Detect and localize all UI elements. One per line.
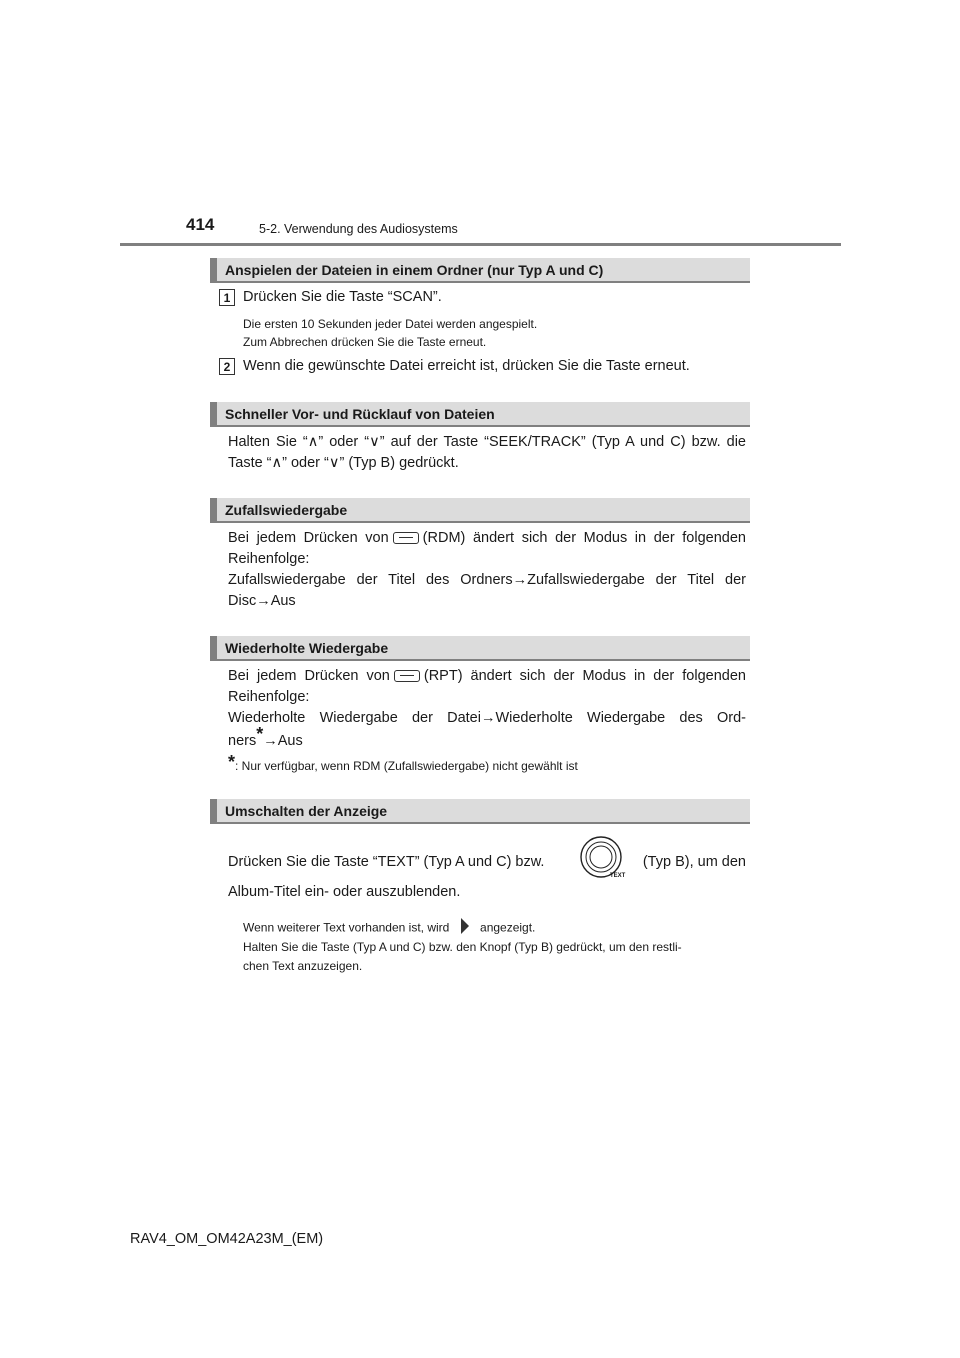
page-number: 414 bbox=[186, 215, 215, 234]
display-note-2: Halten Sie die Taste (Typ A und C) bzw. den Knopf (Typ B) gedrückt, um den restli- bbox=[243, 940, 682, 954]
random-text-a: Bei jedem Drücken von bbox=[228, 530, 389, 546]
repeat-text-b: (RPT) ändert sich der Modus in der folgenden bbox=[423, 668, 746, 684]
random-text-line-2: Reihenfolge: bbox=[228, 551, 310, 567]
section-title: 5-2. Verwendung des Audiosystems bbox=[259, 222, 458, 236]
repeat-text-line-3: Wiederholte Wiedergabe der Datei→Wiederholte Wiedergabe des Ord- bbox=[228, 710, 746, 726]
display-note-1 bbox=[243, 916, 535, 941]
rpt-button-icon bbox=[394, 670, 420, 682]
random-text-b: (RDM) ändert sich der Modus in der folgenden bbox=[422, 530, 746, 546]
display-note-1-a: Wenn weiterer Text vorhanden ist, wird bbox=[243, 920, 450, 935]
display-text-b: (Typ B), um den bbox=[642, 854, 746, 870]
step-number-1: 1 bbox=[219, 289, 235, 306]
heading-repeat: Wiederholte Wiedergabe bbox=[210, 636, 750, 661]
step-1-text: Drücken Sie die Taste “SCAN”. bbox=[243, 289, 442, 305]
footnote-star: * bbox=[256, 724, 264, 744]
random-text-line-1 bbox=[228, 528, 746, 549]
footer-code: RAV4_OM_OM42A23M_(EM) bbox=[130, 1231, 324, 1247]
footnote bbox=[228, 752, 578, 775]
heading-seek: Schneller Vor- und Rücklauf von Dateien bbox=[210, 402, 750, 427]
rdm-button-icon bbox=[393, 532, 419, 544]
repeat-text-line-4 bbox=[228, 724, 303, 752]
step-number-2: 2 bbox=[219, 358, 235, 375]
display-note-3: chen Text anzuzeigen. bbox=[243, 959, 363, 973]
repeat-text-aus: →Aus bbox=[263, 733, 303, 749]
repeat-text-line-1 bbox=[228, 666, 746, 687]
seek-text-line-2: Taste “∧” oder “∨” (Typ B) gedrückt. bbox=[228, 455, 459, 471]
repeat-text-line-2: Reihenfolge: bbox=[228, 689, 310, 705]
repeat-text-ners: ners bbox=[228, 733, 257, 749]
repeat-text-a: Bei jedem Drücken von bbox=[228, 668, 390, 684]
text-knob-icon bbox=[577, 834, 627, 884]
header-divider bbox=[120, 243, 841, 246]
scan-note-2: Zum Abbrechen drücken Sie die Taste erneut. bbox=[243, 335, 487, 349]
display-note-1-b: angezeigt. bbox=[480, 920, 536, 935]
more-text-arrow-icon bbox=[459, 916, 471, 941]
random-text-line-4: Disc→Aus bbox=[228, 593, 296, 609]
heading-random: Zufallswiedergabe bbox=[210, 498, 750, 523]
heading-display: Umschalten der Anzeige bbox=[210, 799, 750, 824]
random-text-line-3: Zufallswiedergabe der Titel des Ordners→Zufallswiedergabe der Titel der bbox=[228, 572, 746, 588]
scan-note-1: Die ersten 10 Sekunden jeder Datei werden angespielt. bbox=[243, 317, 538, 331]
display-text-a: Drücken Sie die Taste “TEXT” (Typ A und C) bzw. bbox=[228, 854, 545, 870]
knob-label: TEXT bbox=[610, 873, 626, 879]
step-2-text: Wenn die gewünschte Datei erreicht ist, drücken Sie die Taste erneut. bbox=[243, 358, 690, 374]
footnote-text: : Nur verfügbar, wenn RDM (Zufallswiedergabe) nicht gewählt ist bbox=[235, 759, 578, 773]
seek-text-line-1: Halten Sie “∧” oder “∨” auf der Taste “SEEK/TRACK” (Typ A und C) bzw. die bbox=[228, 434, 746, 450]
footnote-marker: * bbox=[228, 752, 236, 772]
display-text-line-1 bbox=[228, 852, 746, 873]
display-text-line-2: Album-Titel ein- oder auszublenden. bbox=[228, 884, 461, 900]
heading-folder-scan: Anspielen der Dateien in einem Ordner (nur Typ A und C) bbox=[210, 258, 750, 283]
